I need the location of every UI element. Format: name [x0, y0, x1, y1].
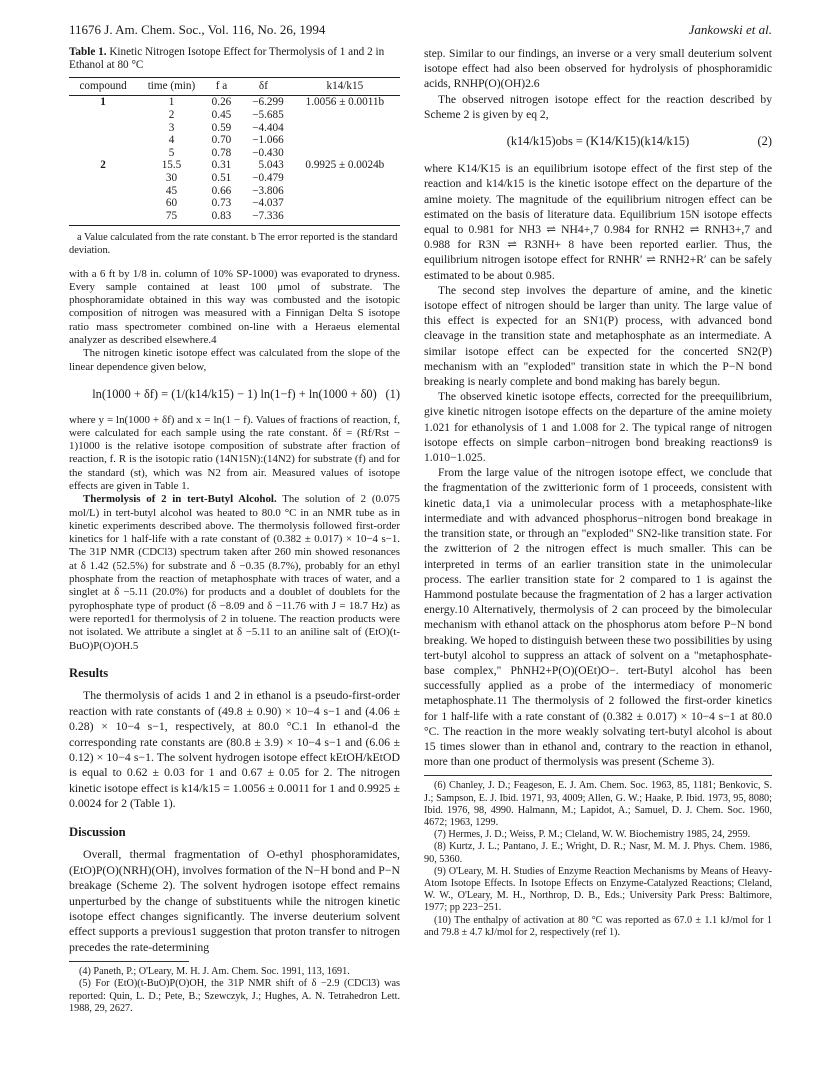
cell-compound: [69, 109, 137, 122]
paragraph-run-in-heading: Thermolysis of 2 in tert-Butyl Alcohol.: [83, 493, 277, 506]
cell-compound: [69, 210, 137, 226]
section-heading-results: Results: [69, 665, 109, 680]
cell-f: 0.31: [211, 159, 232, 172]
equation-1-body: ln(1000 + δf) = (1/(k14/k15) − 1) ln(1−f) + ln(1000 + δ0): [92, 386, 377, 401]
cell-time: 5: [168, 146, 175, 159]
table-row: [69, 147, 400, 160]
discussion-paragraph-5: The second step involves the departure of amine, and the kinetic isotope effect of nitrogen should be larger than unity. The large value of this effect is expected for an SN1(P) process, with advanced bond cleavage in the transition state and metaphosphate as an intermediate. A similar isotope effect can be expected for the concerted SN2(P) mechanism with an "exploded" transition state in which the P−N bond breaking is nearly complete and bond making has barely begun.: [424, 283, 772, 389]
footnote-9: (9) O'Leary, M. H. Studies of Enzyme Reaction Mechanisms by Means of Heavy-Atom Isotope Effects. In Isotope Effects on Enzyme-Catalyzed Reactions; Cleland, W. W., O'Leary, M. H., Northrop, D. B., Eds.; University Park Press: Baltimore, 1977; pp 223−251.: [424, 865, 772, 914]
cell-f: 0.59: [211, 121, 232, 134]
right-column: [424, 46, 772, 939]
cell-delta: 5.043: [258, 159, 284, 172]
table-row: [69, 197, 400, 210]
methods-paragraph-1: with a 6 ft by 1/8 in. column of 10% SP-1000) was evaporated to dryness. Every sample contained at least 100 μmol of substrate. The phosphoramidate obtained in this way was combusted and the isotopic composition of nitrogen was measured with a Finnigan Delta S isotope ratio mass spectrometer combined on-line with a Heraeus elemental analyzer as described elsewhere.4: [69, 267, 400, 347]
methods-paragraph-2: The nitrogen kinetic isotope effect was calculated from the slope of the linear dependence given below,: [69, 347, 400, 373]
table-row: [69, 96, 400, 109]
cell-delta: −4.404: [252, 121, 284, 134]
footnote-6: (6) Chanley, J. D.; Feageson, E. J. Am. Chem. Soc. 1963, 85, 1181; Benkovic, S. J.; Sampson, E. J. Ibid. 1971, 93, 4009; Allen, G. W.; Haake, P. Ibid. 1973, 95, 8080; Ibid. 1976, 98, 4990. Halmann, M.; Lapidot, A.; Samuel, D. J. Chem. Soc. 1960, 4672; 1963, 1299.: [424, 780, 772, 828]
col-header-time: time (min): [137, 77, 206, 96]
cell-k-ratio: [290, 185, 400, 198]
cell-k-ratio: [290, 197, 400, 210]
cell-compound: [69, 185, 137, 198]
paragraph-body: The solution of 2 (0.075 mol/L) in tert-butyl alcohol was heated to 80.0 °C in an NMR tube as in kinetic experiments described above. The thermolysis followed first-order kinetics for 1 half-life with a rate constant of (0.382 ± 0.017) × 10−4 s−1. The 31P NMR (CDCl3) spectrum taken after 260 min showed resonances at δ 1.42 (52.5%) for substrate and δ −0.35 (8.7%), probably for an ethyl phosphate from the reaction of metaphosphate with traces of water, and a singlet at δ −5.11 (20.0%) for products and a doublet of doublets for the pyrophosphate type of product (δ −8.09 and δ −11.76 with J = 18.7 Hz) as were reported1 for thermolysis of 2 in toluene. The reaction products were not isolated. We attribute a singlet at δ −5.11 to an aniline salt of (EtO)(t-BuO)P(O)OH.5: [69, 493, 400, 652]
cell-delta: −0.430: [252, 146, 284, 159]
cell-k-ratio: [290, 147, 400, 160]
cell-time: 4: [168, 134, 175, 147]
cell-time: 30: [165, 171, 178, 184]
col-header-compound: compound: [69, 77, 137, 96]
footnote-5: (5) For (EtO)(t-BuO)P(O)OH, the 31P NMR shift of δ −2.9 (CDCl3) was reported: Quin, L. D.; Pete, B.; Szewczyk, J.; Hughes, A. N. Tetrahedron Lett. 1988, 29, 2627.: [69, 978, 400, 1014]
cell-k-ratio: [290, 122, 400, 135]
footnote-10: (10) The enthalpy of activation at 80 °C was reported as 67.0 ± 1.1 kJ/mol for 1 and 79.8 ± 4.7 kJ/mol for 2, respectively (ref 1).: [424, 914, 772, 938]
left-column: [69, 46, 400, 1015]
equation-1: [69, 388, 400, 402]
results-paragraph: The thermolysis of acids 1 and 2 in ethanol is a pseudo-first-order reaction with rate constants of (49.8 ± 0.90) × 10−4 s−1 and (4.06 ± 0.28) × 10−4 s−1, respectively, at 80.0 °C.1 In ethanol-d the corresponding rate constants are (80.8 ± 3.9) × 10−4 s−1 and (6.06 ± 0.12) × 10−4 s−1. The solvent hydrogen isotope effect kEtOH/kEtOD is equal to 0.62 ± 0.03 for 1 and 0.67 ± 0.05 for 2. The nitrogen kinetic isotope effect is k14/k15 = 1.0056 ± 0.0011 for 1 and 0.9925 ± 0.0024 for 2 (Table 1).: [69, 688, 400, 811]
running-header-authors: Jankowski et al.: [688, 22, 772, 37]
table-caption-label: Table 1.: [69, 46, 107, 58]
table-row: [69, 185, 400, 198]
cell-compound: [69, 134, 137, 147]
running-header-journal: 11676 J. Am. Chem. Soc., Vol. 116, No. 26, 1994: [69, 22, 326, 37]
table-row: [69, 109, 400, 122]
cell-compound: [69, 197, 137, 210]
footnote-4: (4) Paneth, P.; O'Leary, M. H. J. Am. Chem. Soc. 1991, 113, 1691.: [79, 966, 350, 978]
table-footnote: a Value calculated from the rate constant. b The error reported is the standard deviation.: [69, 232, 398, 256]
discussion-paragraph-3: The observed nitrogen isotope effect for the reaction described by Scheme 2 is given by eq 2,: [424, 92, 772, 121]
cell-compound: [69, 147, 137, 160]
equation-1-number: (1): [385, 386, 400, 401]
cell-k-ratio: 0.9925 ± 0.0024b: [305, 159, 385, 172]
footnote-8: (8) Kurtz, J. L.; Pantano, J. E.; Wright, D. R.; Nasr, M. M. J. Phys. Chem. 1986, 90, 5360.: [424, 841, 772, 865]
cell-f: 0.83: [206, 210, 237, 226]
cell-k-ratio: [290, 134, 400, 147]
cell-delta: −4.037: [252, 197, 284, 210]
discussion-paragraph-7: From the large value of the nitrogen isotope effect, we conclude that the fragmentation of the zwitterionic form of 1 proceeds, consistent with kinetic data,1 via a unimolecular process with a metaphosphate-like intermediate and with advanced phosphorus−nitrogen bond breakage in the transition state, or through an "exploded" SN2-like transition state. For the zwitterion of 2 the nitrogen effect is much smaller. This can be interpreted in terms of an earlier transition state in the unimolecular process. The earlier transition state for 2 compared to 1 is against the Hammond postulate because the fragmentation of 2 has a larger activation energy.10 Alternatively, thermolysis of 2 can proceed by the bimolecular mechanism with ethanol attack on the phosphorus atom before P−N bond breaking. We hoped to distinguish between these two possibilities by using tert-butyl alcohol to suppress an attack of solvent on a "metaphosphate-base complex," PhNH2+P(O)(OEt)O−. tert-Butyl alcohol has been successfully applied as a probe of the intermediacy of monomeric metaphosphate.11 The thermolysis of 2 followed the first-order kinetics for 1 half-life with a rate constant of (0.382 ± 0.017) × 10−4 s−1 at 80.0 °C. The reaction in the more weakly solvating tert-butyl alcohol is about 15 times slower than in ethanol and, contrary to the reaction in ethanol, more than one product of thermolysis was present (Scheme 3).: [424, 466, 772, 769]
cell-compound: 1: [100, 96, 106, 109]
cell-f: 0.78: [211, 146, 232, 159]
table-row: [69, 122, 400, 135]
col-header-k-ratio: k14/k15: [290, 77, 400, 96]
cell-delta: −6.299: [252, 96, 284, 109]
cell-k-ratio: [290, 109, 400, 122]
equation-2-number: (2): [757, 134, 772, 149]
cell-f: 0.51: [211, 171, 232, 184]
cell-compound: [69, 172, 137, 185]
cell-delta: −0.479: [252, 171, 284, 184]
cell-delta: −3.806: [252, 184, 284, 197]
cell-k-ratio: 1.0056 ± 0.0011b: [305, 96, 385, 109]
table-row: [69, 134, 400, 147]
cell-time: 1: [168, 96, 175, 109]
isotope-effect-table: [69, 77, 400, 227]
cell-f: 0.26: [211, 96, 232, 109]
cell-compound: 2: [100, 159, 106, 172]
cell-time: 15.5: [161, 159, 182, 172]
table-caption: [69, 46, 400, 73]
discussion-paragraph-2: step. Similar to our findings, an inverse or a very small deuterium solvent isotope effect had also been observed for hydrolysis of phosphoramidic acids, RNHP(O)(OH)2.6: [424, 47, 772, 91]
discussion-paragraph-1: Overall, thermal fragmentation of O-ethyl phosphoramidates, (EtO)P(O)(NRH)(OH), involves formation of the N−H bond and P−N breakage (Scheme 2). The solvent hydrogen isotope effect remains unperturbed by the change of substituents while the nitrogen kinetic isotope effect changes significantly. The inverse deuterium solvent effect supports a previous1 suggestion that proton transfer to nitrogen precedes the rate-determining: [69, 847, 400, 954]
table-row: [69, 172, 400, 185]
cell-time: 45: [165, 184, 178, 197]
cell-f: 0.66: [211, 184, 232, 197]
section-heading-discussion: Discussion: [69, 824, 126, 839]
cell-delta: −7.336: [237, 210, 290, 226]
methods-paragraph-4: [69, 493, 400, 653]
discussion-paragraph-4: where K14/K15 is an equilibrium isotope effect of the first step of the reaction and k14/k15 is the kinetic isotope effect on the departure of the amine moiety. The magnitude of the equilibrium nitrogen effect can be estimated on the basis of literature data. Equilibrium 15N isotope effects equal to 0.981 for NH3 ⇌ NH4+,7 0.984 for RNH2 ⇌ RNH3+,7 and 0.988 for R3N ⇌ R3NH+ 8 have been reported earlier. Thus, the equilibrium nitrogen isotope effect for RNHR′ ⇌ RNH2+R′ can be safely estimated to be about 0.985.: [424, 162, 772, 282]
cell-compound: [69, 122, 137, 135]
discussion-paragraph-6: The observed kinetic isotope effects, corrected for the preequilibrium, give kinetic nitrogen isotope effects on the departure of the amine moiety 1.021 for ethanolysis of 1 and 1.008 for 2. The typical range of nitrogen isotope effects on simple carbon−nitrogen bond breaking reactions9 is 1.010−1.025.: [424, 390, 772, 465]
equation-2: [424, 134, 772, 149]
footnote-rule: [424, 775, 772, 776]
table-caption-text: Kinetic Nitrogen Isotope Effect for Thermolysis of 1 and 2 in Ethanol at 80 °C: [69, 46, 385, 72]
table-header-row: [69, 77, 400, 96]
cell-delta: −5.685: [252, 109, 284, 121]
equation-2-body: (k14/k15)obs = (K14/K15)(k14/k15): [506, 134, 690, 149]
cell-time: 60: [165, 197, 178, 210]
cell-f: 0.70: [211, 134, 232, 147]
cell-delta: −1.066: [252, 134, 284, 147]
col-header-delta: δf: [237, 77, 290, 96]
cell-k-ratio: [290, 172, 400, 185]
table-row: [69, 210, 400, 226]
methods-paragraph-3: where y = ln(1000 + δf) and x = ln(1 − f). Values of fractions of reaction, f, were calculated for each sample using the rate constant. δf = (Rf/Rst − 1)1000 is the relative isotope composition of substrate after fraction of reaction, f. R is the isotopic ratio (14N15N):(14N2) for substrate (f) and for the standard (st), which was N2 from air. Measured values of isotope effects are given in Table 1.: [69, 413, 400, 492]
footnote-7: (7) Hermes, J. D.; Weiss, P. M.; Cleland, W. W. Biochemistry 1985, 24, 2959.: [434, 829, 751, 841]
cell-time: 2: [168, 109, 175, 121]
cell-time: 3: [168, 121, 175, 134]
footnote-rule: [69, 961, 189, 962]
cell-time: 75: [137, 210, 206, 226]
cell-f: 0.73: [211, 197, 232, 210]
cell-k-ratio: [290, 210, 400, 226]
col-header-f: f a: [206, 77, 237, 96]
cell-f: 0.45: [211, 109, 232, 121]
table-row: [69, 159, 400, 172]
